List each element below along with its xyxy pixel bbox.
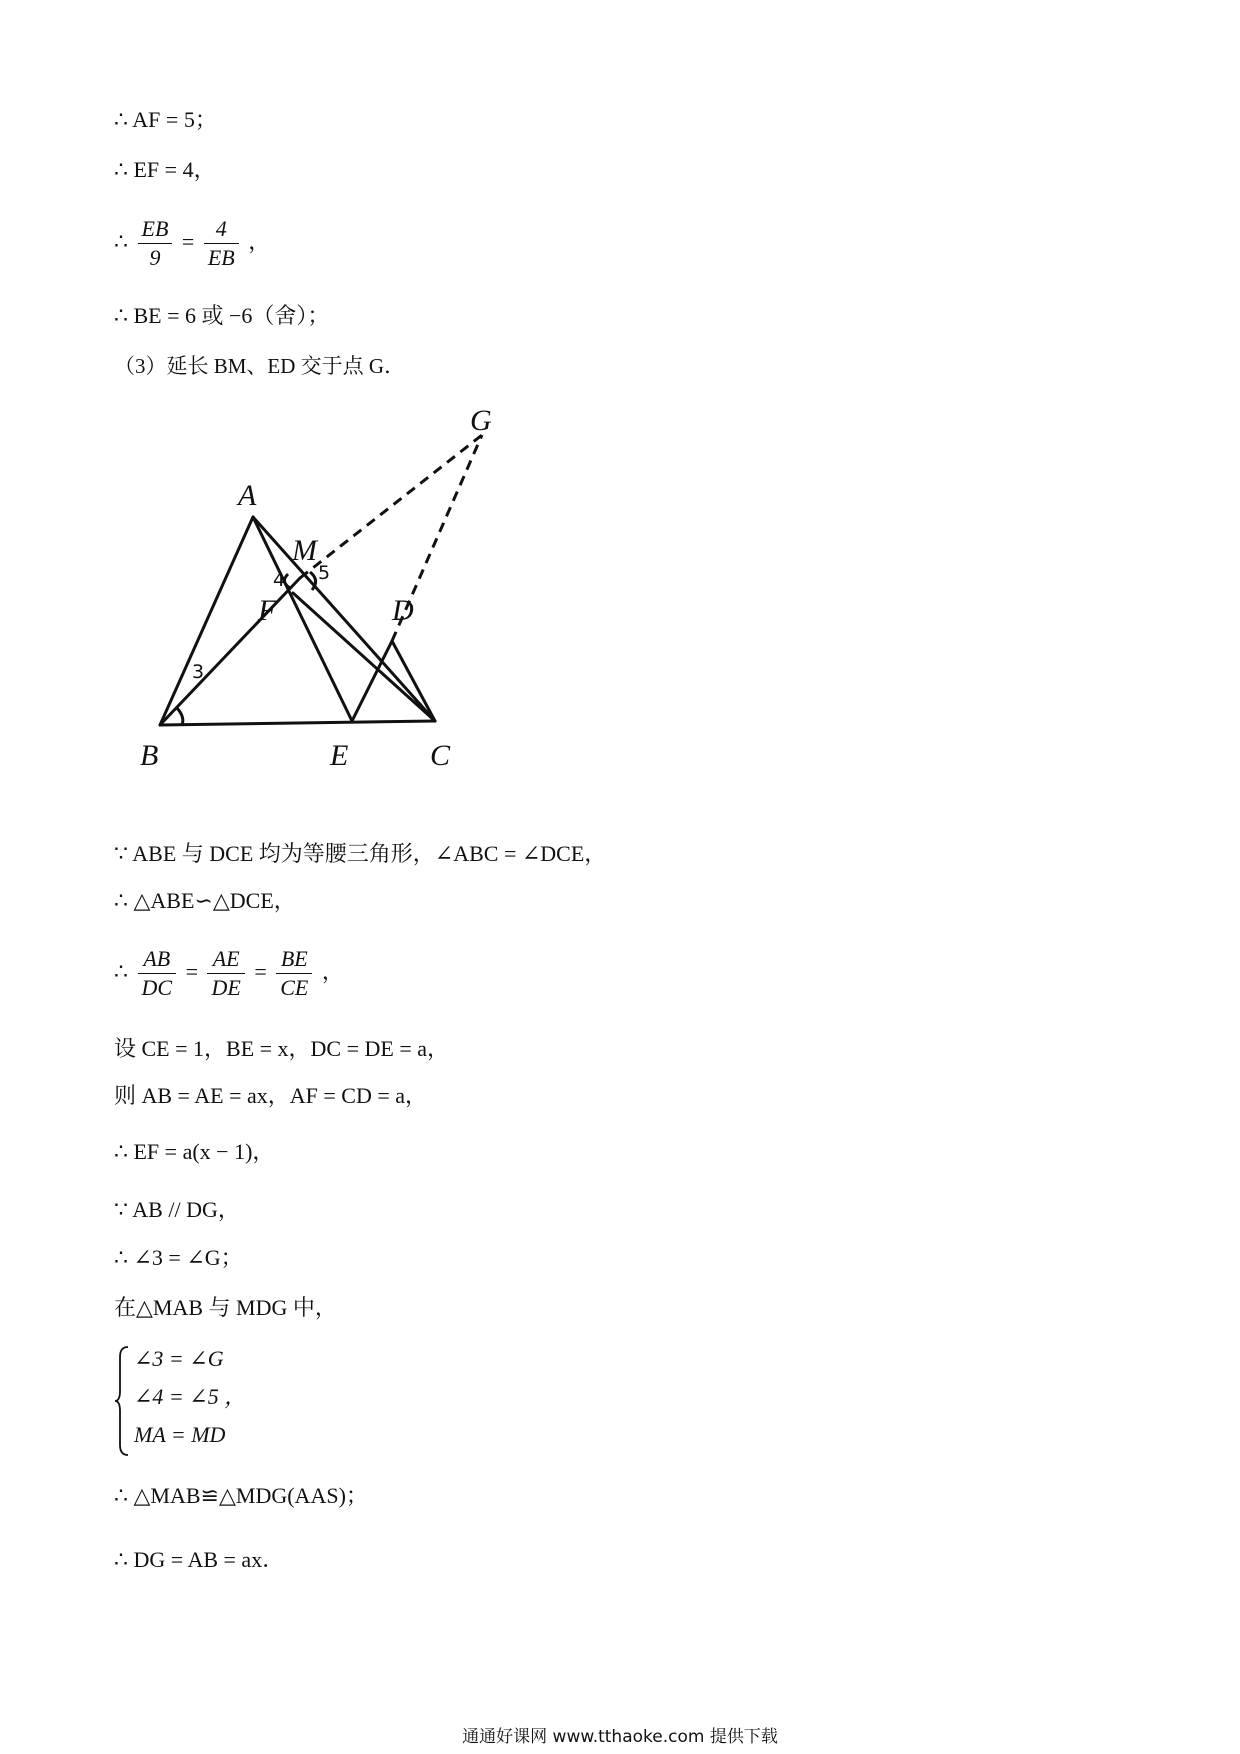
step-ratio [114, 942, 344, 1002]
fraction-be-ce [276, 945, 312, 1002]
fraction-ae-de [207, 945, 244, 1002]
denominator: EB [207, 245, 235, 271]
geometry-figure [130, 395, 550, 780]
label-angle-4: 4 [273, 569, 286, 591]
condition-ma-md: MA = MD [134, 1422, 226, 1447]
label-d: D [392, 594, 414, 627]
numerator: BE [276, 945, 312, 974]
equals-sign: = [185, 959, 198, 984]
numerator: AE [207, 945, 244, 974]
segment-fc [293, 593, 435, 721]
comma: ， [321, 959, 344, 984]
label-m: M [292, 534, 317, 567]
dashed-mg [300, 435, 482, 578]
equals-sign: = [181, 229, 195, 254]
condition-angle-4-5: ∠4 = ∠5 ， [134, 1384, 247, 1409]
step-angle-eq: ∴ ∠3 = ∠G； [114, 1245, 243, 1270]
label-g: G [470, 404, 492, 437]
label-f: F [258, 594, 277, 627]
step-then: 则 AB = AE = ax，AF = CD = a， [114, 1083, 428, 1108]
step-similar: ∴ △ABE∽△DCE， [114, 888, 296, 913]
comma: ， [248, 229, 271, 254]
numerator: 4 [204, 215, 239, 244]
denominator: DC [141, 975, 173, 1001]
condition-brace [114, 1345, 374, 1455]
step-proportion [114, 212, 270, 272]
therefore-symbol: ∴ [114, 959, 128, 984]
step-dg: ∴ DG = AB = ax． [114, 1547, 285, 1572]
label-b: B [140, 739, 159, 772]
label-angle-3: 3 [192, 661, 205, 683]
denominator: CE [280, 975, 309, 1001]
triangle-diagram [130, 395, 550, 775]
angle-4-arc [284, 574, 290, 588]
left-brace-icon [114, 1345, 134, 1457]
fraction-eb-9 [138, 215, 173, 272]
segment-ab [160, 517, 253, 725]
denominator: 9 [149, 245, 161, 271]
angle-3-arc [177, 708, 183, 725]
step-ef: ∴ EF = 4， [114, 157, 216, 182]
numerator: EB [138, 215, 173, 244]
condition-angle-3-g: ∠3 = ∠G [134, 1346, 224, 1371]
denominator: DE [211, 975, 241, 1001]
label-c: C [430, 739, 451, 772]
step-in-triangles: 在△MAB 与 MDG 中， [114, 1295, 337, 1320]
step-be: ∴ BE = 6 或 −6（舍）； [114, 303, 330, 328]
label-e: E [330, 739, 349, 772]
segment-bm [160, 578, 300, 725]
therefore-symbol: ∴ [114, 229, 128, 254]
footer-watermark: 通通好课网 www.tthaoke.com 提供下载 [462, 1727, 778, 1747]
step-ef-expr: ∴ EF = a(x − 1)， [114, 1139, 275, 1164]
fraction-4-eb [204, 215, 239, 272]
label-a: A [238, 479, 257, 512]
numerator: AB [138, 945, 177, 974]
part3-heading: （3）延长 BM、ED 交于点 G． [114, 354, 406, 378]
step-parallel: ∵ AB // DG， [114, 1197, 240, 1222]
equals-sign: = [254, 959, 267, 984]
step-af: ∴ AF = 5； [114, 107, 217, 132]
step-congruent: ∴ △MAB≌△MDG(AAS)； [114, 1483, 368, 1508]
fraction-ab-dc [138, 945, 177, 1002]
step-isosceles: ∵ ABE 与 DCE 均为等腰三角形，∠ABC = ∠DCE， [114, 841, 607, 866]
step-let: 设 CE = 1，BE = x，DC = DE = a， [114, 1036, 450, 1061]
label-angle-5: 5 [318, 562, 331, 584]
segment-bc [160, 721, 435, 725]
